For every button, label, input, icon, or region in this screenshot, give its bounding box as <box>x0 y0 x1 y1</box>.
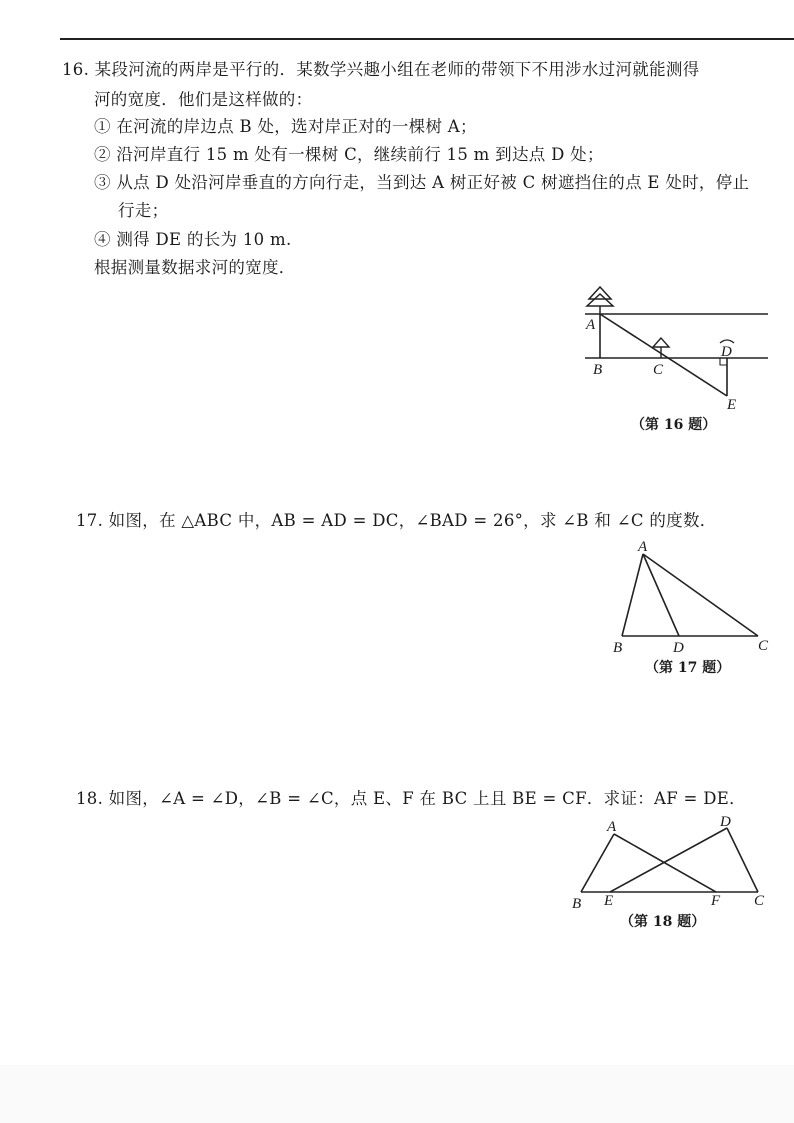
q16-step4: ④ 测得 DE 的长为 10 m. <box>94 230 292 249</box>
label-d: D <box>673 640 684 656</box>
label-b: B <box>572 896 582 912</box>
label-c: C <box>653 362 664 378</box>
label-e: E <box>604 893 614 909</box>
q16-step2: ② 沿河岸直行 15 m 处有一棵树 C，继续前行 15 m 到达点 D 处； <box>94 145 604 164</box>
label-b: B <box>593 362 603 378</box>
q16-ask: 根据测量数据求河的宽度． <box>94 258 296 277</box>
q16-caption: （第 16 题） <box>631 417 717 433</box>
label-f: F <box>711 893 721 909</box>
q17-text: 17. 如图，在 △ABC 中，AB = AD = DC，∠BAD = 26°，求 ∠B 和 ∠C 的度数． <box>76 511 717 530</box>
label-c: C <box>754 893 765 909</box>
q17-caption: （第 17 题） <box>645 660 731 676</box>
label-d: D <box>721 344 732 360</box>
segment-ba <box>581 834 614 892</box>
q16-line1: 16. 某段河流的两岸是平行的．某数学兴趣小组在老师的带领下不用涉水过河就能测得 <box>62 60 700 79</box>
q16-step3a: ③ 从点 D 处沿河岸垂直的方向行走，当到达 A 树正好被 C 树遮挡住的点 E 处时，停止 <box>94 173 750 192</box>
q18-text: 18. 如图，∠A = ∠D，∠B = ∠C，点 E、F 在 BC 上且 BE = CF．求证：AF = DE． <box>76 789 746 808</box>
label-a: A <box>638 539 648 555</box>
q18-caption: （第 18 题） <box>620 914 706 930</box>
label-a: A <box>586 317 596 333</box>
label-b: B <box>613 640 623 656</box>
page-bottom-margin <box>0 1065 794 1123</box>
q16-line2: 河的宽度．他们是这样做的： <box>94 90 313 109</box>
label-d: D <box>720 814 731 830</box>
q16-step3b: 行走； <box>118 201 169 220</box>
label-a: A <box>607 819 617 835</box>
segment-dc <box>727 828 758 892</box>
label-c: C <box>758 638 769 654</box>
q16-step1: ① 在河流的岸边点 B 处，选对岸正对的一棵树 A； <box>94 117 477 136</box>
segment-de <box>610 828 727 892</box>
label-e: E <box>727 397 737 413</box>
